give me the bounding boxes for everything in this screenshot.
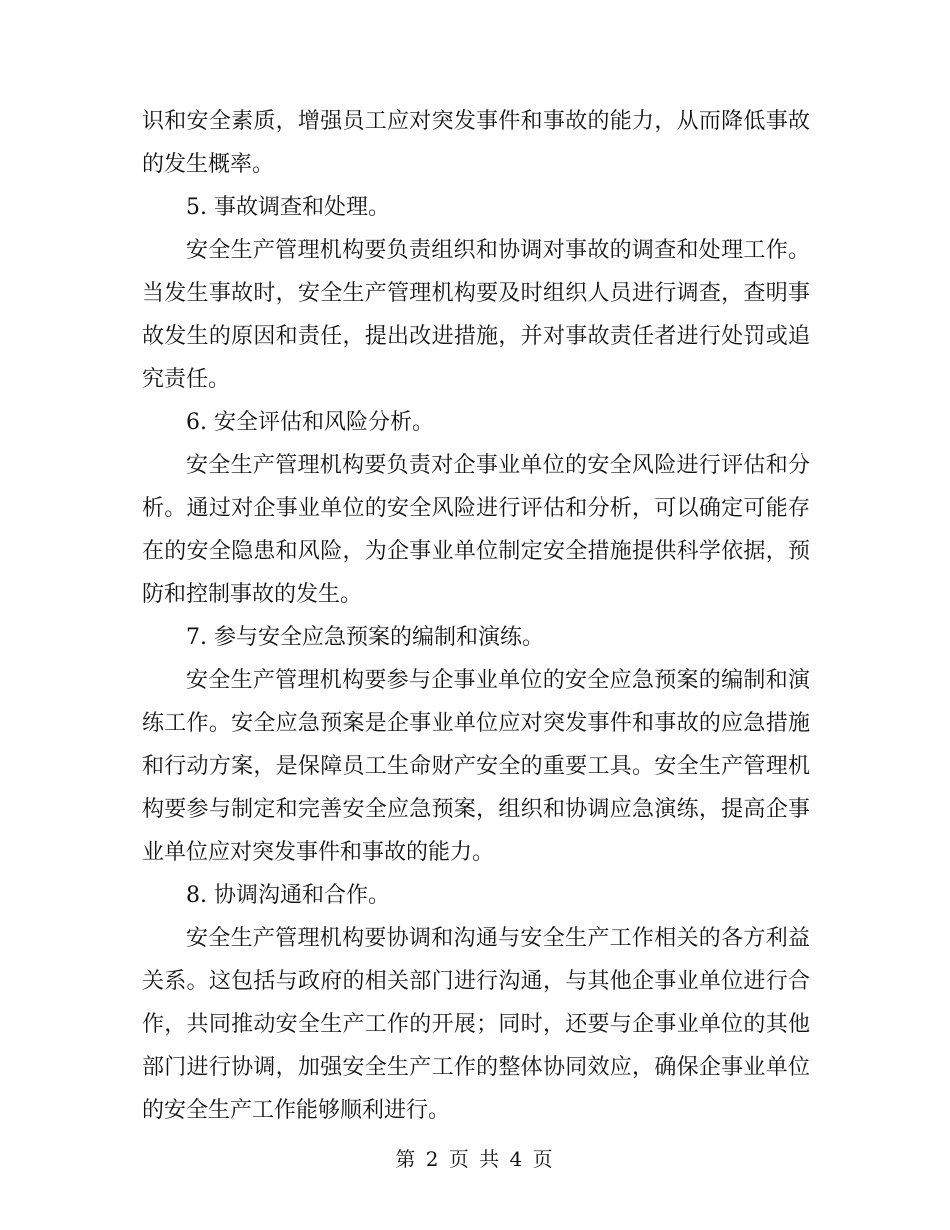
section-heading-8: 8. 协调沟通和合作。	[186, 883, 390, 908]
paragraph-coordination: 安全生产管理机构要协调和沟通与安全生产工作相关的各方利益关系。这包括与政府的相关部门进行沟通，与其他企事业单位进行合作，共同推动安全生产工作的开展；同时，还要与企事业单位的其他部门进行协调，加强安全生产工作的整体协同效应，确保企事业单位的安全生产工作能够顺利进行。	[142, 926, 810, 1123]
paragraph-emergency-plan: 安全生产管理机构要参与企事业单位的安全应急预案的编制和演练工作。安全应急预案是企事业单位应对突发事件和事故的应急措施和行动方案，是保障员工生命财产安全的重要工具。安全生产管理机构要参与制定和完善安全应急预案，组织和协调应急演练，提高企事业单位应对突发事件和事故的能力。	[142, 668, 810, 865]
section-heading-5: 5. 事故调查和处理。	[186, 195, 390, 220]
paragraph-accident-investigation: 安全生产管理机构要负责组织和协调对事故的调查和处理工作。当发生事故时，安全生产管理机构要及时组织人员进行调查，查明事故发生的原因和责任，提出改进措施，并对事故责任者进行处罚或追究责任。	[142, 238, 810, 392]
paragraph-risk-analysis: 安全生产管理机构要负责对企事业单位的安全风险进行评估和分析。通过对企事业单位的安全风险进行评估和分析，可以确定可能存在的安全隐患和风险，为企事业单位制定安全措施提供科学依据，预防和控制事故的发生。	[142, 453, 810, 607]
section-heading-6: 6. 安全评估和风险分析。	[186, 410, 434, 435]
document-body	[142, 100, 810, 1132]
page-number-footer: 第 2 页 共 4 页	[395, 1147, 555, 1171]
paragraph-continuation: 识和安全素质，增强员工应对突发事件和事故的能力，从而降低事故的发生概率。	[142, 109, 810, 177]
section-heading-7: 7. 参与安全应急预案的编制和演练。	[186, 625, 544, 650]
